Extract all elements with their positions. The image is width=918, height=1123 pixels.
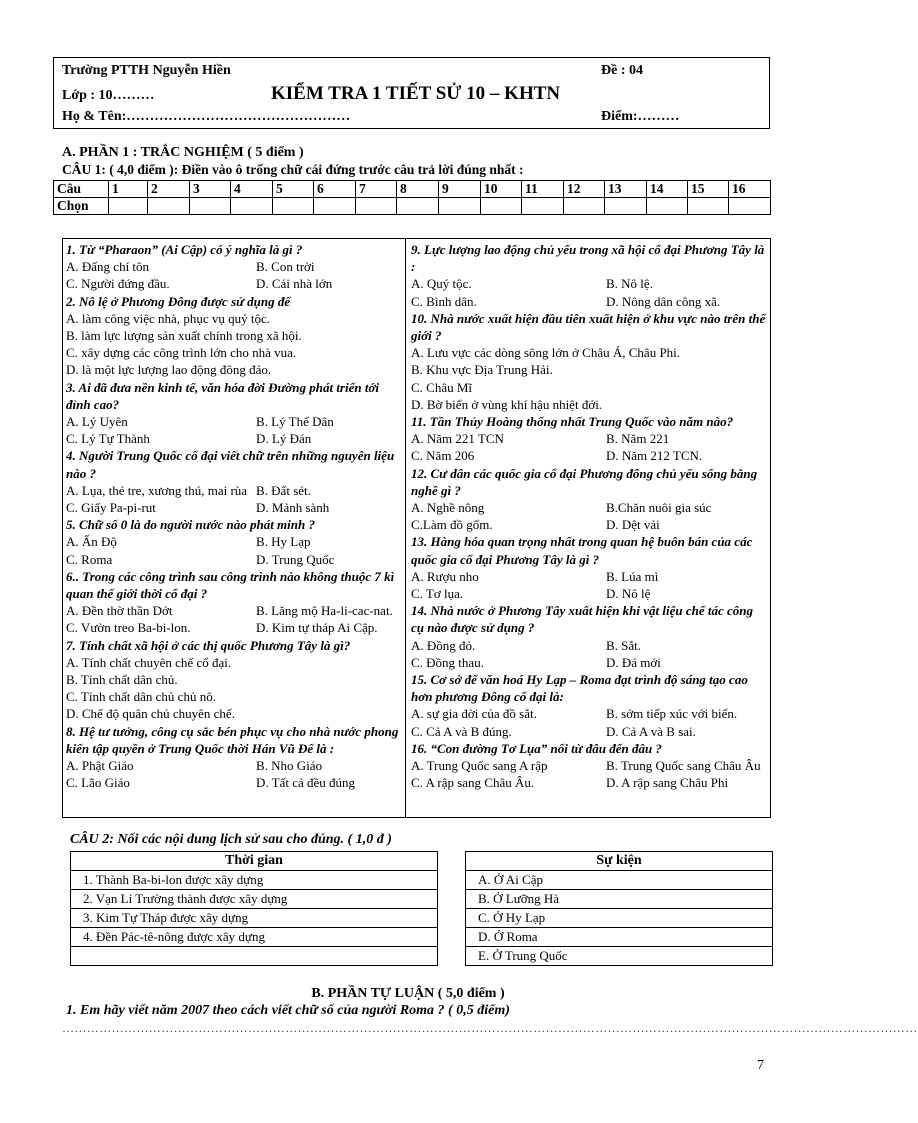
answer-grid-choice-row	[54, 198, 771, 215]
answer-grid-number: 9	[439, 181, 481, 198]
answer-option: D. Kim tự tháp Ai Cập.	[256, 620, 378, 636]
answer-option: A. Tính chất chuyên chế cổ đại.	[66, 654, 232, 670]
answer-option: A. Năm 221 TCN	[411, 431, 504, 447]
option-row	[66, 774, 400, 791]
option-row	[66, 705, 400, 722]
option-row	[411, 774, 766, 791]
answer-option: D. là một lực lượng lao động đông đảo.	[66, 362, 272, 378]
question-text: 3. Ai đã đưa nền kinh tế, văn hóa đời Đường phát triển tới đỉnh cao?	[66, 379, 380, 412]
answer-option: C.Làm đồ gốm.	[411, 517, 493, 533]
option-row	[411, 705, 766, 722]
matching-time-item: 3. Kim Tự Tháp được xây dựng	[71, 909, 438, 928]
option-row	[411, 275, 766, 292]
answer-option: C. Lão Giáo	[66, 775, 130, 791]
answer-cell[interactable]	[148, 198, 190, 215]
matching-time-item: 1. Thành Ba-bi-lon được xây dựng	[71, 871, 438, 890]
answer-option: A. sự gia đời của đồ sắt.	[411, 706, 537, 722]
answer-option: B. Khu vực Địa Trung Hải.	[411, 362, 553, 378]
column-divider	[405, 238, 406, 818]
option-row	[66, 499, 400, 516]
question-text: 7. Tính chất xã hội ở các thị quốc Phương Tây là gì?	[66, 637, 351, 653]
part-a-heading: A. PHẦN 1 : TRẮC NGHIỆM ( 5 điểm )	[62, 145, 304, 160]
answer-option: C. Vườn treo Ba-bi-lon.	[66, 620, 191, 636]
matching-time-item: 4. Đền Pác-tê-nông được xây dựng	[71, 928, 438, 947]
question-text: 14. Nhà nước ở Phương Tây xuất hiện khi vật liệu chế tác công cụ nào được sử dụng ?	[411, 603, 754, 636]
answer-grid-number: 1	[109, 181, 148, 198]
answer-option: D. Cái nhà lớn	[256, 276, 333, 292]
answer-option: A. Đấng chí tôn	[66, 259, 150, 275]
question-text: 9. Lực lượng lao động chủ yếu trong xã hội cổ đại Phương Tây là :	[411, 242, 765, 275]
answer-option: A. Đền thờ thần Dớt	[66, 603, 173, 619]
answer-option: B. sớm tiếp xúc với biển.	[606, 706, 738, 722]
answer-cell[interactable]	[356, 198, 397, 215]
answer-cell[interactable]	[647, 198, 688, 215]
answer-grid-number: 11	[522, 181, 564, 198]
answer-option: B. Hy Lạp	[256, 534, 311, 550]
answer-option: D. Nô lệ	[606, 586, 651, 602]
answer-grid-number: 16	[729, 181, 771, 198]
answer-grid-number: 13	[605, 181, 647, 198]
score-field: Điểm:………	[601, 109, 680, 124]
matching-time-table	[70, 851, 438, 966]
answer-option: D. Mảnh sành	[256, 500, 330, 516]
matching-event-header: Sự kiện	[466, 852, 773, 871]
question-text: 5. Chữ số 0 là do người nước nào phát minh ?	[66, 517, 315, 533]
answer-option: B. Lăng mộ Ha-li-cac-nat.	[256, 603, 393, 619]
answer-option: C. Cả A và B đúng.	[411, 723, 512, 739]
option-row	[66, 551, 400, 568]
question-text: 6.. Trong các công trình sau công trình nào không thuộc 7 kì quan thế giới thời cổ đại ?	[66, 568, 395, 602]
answer-grid-number: 4	[231, 181, 273, 198]
option-row	[66, 671, 400, 688]
question-text: 4. Người Trung Quốc cổ đại viết chữ trên những nguyên liệu nào ?	[66, 448, 395, 481]
answer-option: B.Chăn nuôi gia súc	[606, 500, 712, 516]
answer-grid-number: 3	[190, 181, 231, 198]
answer-option: A. Lý Uyên	[66, 414, 128, 430]
option-row	[66, 533, 400, 550]
answer-cell[interactable]	[231, 198, 273, 215]
option-row	[66, 275, 400, 292]
answer-option: D. Đá mới	[606, 654, 661, 670]
answer-grid-row-label: Chọn	[54, 198, 109, 215]
option-row	[411, 637, 766, 654]
option-row	[411, 293, 766, 310]
answer-grid-number: 2	[148, 181, 190, 198]
answer-option: A. Quý tộc.	[411, 276, 472, 292]
answer-option: B. Sắt.	[606, 637, 642, 653]
answer-option: C. Tính chất dân chủ chủ nô.	[66, 689, 216, 705]
answer-grid-number: 8	[397, 181, 439, 198]
answer-option: A. Lụa, thẻ tre, xương thú, mai rùa	[66, 482, 248, 498]
answer-option: D. Tất cả đều đúng	[256, 775, 356, 791]
option-row	[66, 258, 400, 275]
matching-event-item: D. Ở Roma	[466, 928, 773, 947]
answer-grid-number: 10	[481, 181, 522, 198]
answer-grid-number: 14	[647, 181, 688, 198]
option-row	[411, 585, 766, 602]
option-row	[411, 379, 766, 396]
answer-option: C. xây dựng các công trình lớn cho nhà vua.	[66, 345, 297, 361]
question-2-heading: CÂU 2: Nối các nội dung lịch sử sau cho đúng. ( 1,0 đ )	[70, 832, 392, 847]
answer-option: A. Phật Giáo	[66, 758, 134, 774]
question-text: 11. Tần Thủy Hoàng thống nhất Trung Quốc vào năm nào?	[411, 414, 734, 430]
answer-grid-number-row	[54, 181, 771, 198]
matching-event-item: C. Ở Hy Lạp	[466, 909, 773, 928]
answer-cell[interactable]	[729, 198, 771, 215]
class-label: Lớp : 10………	[62, 88, 155, 103]
matching-event-item: A. Ở Ai Cập	[466, 871, 773, 890]
answer-grid-number: 6	[314, 181, 356, 198]
answer-option: A. Rượu nho	[411, 568, 479, 584]
answer-option: C. Châu Mĩ	[411, 379, 473, 395]
answer-cell[interactable]	[273, 198, 314, 215]
option-row	[66, 413, 400, 430]
option-row	[66, 757, 400, 774]
answer-option: B. Đất sét.	[256, 482, 311, 498]
option-row	[66, 310, 400, 327]
answer-cell[interactable]	[190, 198, 231, 215]
question-text: 16. “Con đường Tơ Lụa” nối từ đâu đến đâu ?	[411, 740, 662, 756]
answer-grid	[53, 180, 771, 215]
name-field: Họ & Tên:…………………………………………	[62, 109, 351, 124]
answer-grid-row-label: Câu	[54, 181, 109, 198]
question-text: 15. Cơ sở để văn hoá Hy Lạp – Roma đạt trình độ sáng tạo cao hơn phương Đông cổ đại là:	[411, 672, 748, 705]
option-row	[66, 344, 400, 361]
question-text: 8. Hệ tư tưởng, công cụ sắc bén phục vụ cho nhà nước phong kiến tập quyền ở Trung Quốc thời Hán Vũ Đế là :	[66, 723, 399, 756]
option-row	[411, 568, 766, 585]
answer-grid-number: 7	[356, 181, 397, 198]
answer-option: C. Đồng thau.	[411, 654, 484, 670]
option-row	[411, 499, 766, 516]
question-text: 2. Nô lệ ở Phương Đông được sử dụng để	[66, 293, 291, 309]
option-row	[66, 327, 400, 344]
answer-option: C. A rập sang Châu Âu.	[411, 775, 535, 791]
option-row	[66, 482, 400, 499]
matching-time-header: Thời gian	[71, 852, 438, 871]
answer-option: B. Nho Giáo	[256, 758, 323, 774]
questions-right-column	[411, 241, 766, 792]
answer-cell[interactable]	[109, 198, 148, 215]
answer-option: D. Dệt vải	[606, 517, 660, 533]
school-name: Trường PTTH Nguyễn Hiền	[62, 63, 231, 78]
option-row	[411, 344, 766, 361]
answer-cell[interactable]	[439, 198, 481, 215]
answer-option: C. Bình dân.	[411, 293, 477, 309]
option-row	[411, 757, 766, 774]
answer-option: B. Lý Thế Dân	[256, 414, 334, 430]
exam-title: KIỂM TRA 1 TIẾT SỬ 10 – KHTN	[271, 83, 561, 104]
answer-option: D. A rập sang Châu Phi	[606, 775, 729, 791]
answer-option: D. Năm 212 TCN.	[606, 448, 703, 464]
answer-cell[interactable]	[564, 198, 605, 215]
option-row	[411, 396, 766, 413]
page-number: 7	[757, 1058, 764, 1073]
option-row	[411, 654, 766, 671]
answer-option: B. Năm 221	[606, 431, 670, 447]
answer-option: B. Tính chất dân chủ.	[66, 672, 178, 688]
answer-grid-number: 5	[273, 181, 314, 198]
answer-option: D. Chế độ quân chủ chuyên chế.	[66, 706, 235, 722]
exam-code: Đề : 04	[601, 63, 643, 78]
answer-grid-number: 15	[688, 181, 729, 198]
answer-option: B. Con trời	[256, 259, 315, 275]
answer-option: A. Đồng đỏ.	[411, 637, 476, 653]
answer-cell[interactable]	[397, 198, 439, 215]
answer-line[interactable]: ………………………………………………………………………………………………………………………………………………………………………………………	[62, 1021, 918, 1035]
questions-left-column	[66, 241, 400, 792]
question-text: 12. Cư dân các quốc gia cổ đại Phương đông chủ yếu sống bằng nghề gì ?	[411, 465, 758, 498]
matching-time-item	[71, 947, 438, 966]
question-text: 13. Hàng hóa quan trọng nhất trong quan hệ buôn bán của các quốc gia cổ đại Phương Tây là gì ?	[411, 534, 753, 567]
matching-event-item: E. Ở Trung Quốc	[466, 947, 773, 966]
option-row	[66, 602, 400, 619]
answer-option: A. Lưu vực các dòng sông lớn ở Châu Á, Châu Phi.	[411, 345, 681, 361]
matching-time-item: 2. Vạn Lí Trường thành được xây dựng	[71, 890, 438, 909]
answer-option: D. Bờ biển ở vùng khí hậu nhiệt đới.	[411, 396, 603, 412]
matching-event-table	[465, 851, 773, 966]
answer-option: C. Lý Tự Thành	[66, 431, 150, 447]
answer-option: D. Lý Đán	[256, 431, 312, 447]
matching-event-item: B. Ở Lưỡng Hà	[466, 890, 773, 909]
answer-cell[interactable]	[481, 198, 522, 215]
answer-cell[interactable]	[688, 198, 729, 215]
answer-option: A. Trung Quốc sang A rập	[411, 758, 548, 774]
answer-cell[interactable]	[522, 198, 564, 215]
answer-option: C. Giấy Pa-pi-rut	[66, 500, 156, 516]
answer-option: C. Người đứng đầu.	[66, 276, 170, 292]
option-row	[411, 723, 766, 740]
part-b-heading: B. PHẦN TỰ LUẬN ( 5,0 điểm )	[311, 986, 505, 1001]
answer-option: C. Roma	[66, 551, 113, 567]
option-row	[66, 619, 400, 636]
header-box	[53, 57, 770, 129]
answer-option: A. làm công việc nhà, phục vụ quý tộc.	[66, 310, 270, 326]
answer-cell[interactable]	[605, 198, 647, 215]
question-1-instruction: CÂU 1: ( 4,0 điểm ): Điền vào ô trống chữ cái đứng trước câu trả lời đúng nhất :	[62, 162, 524, 177]
option-row	[66, 361, 400, 378]
question-text: 10. Nhà nước xuất hiện đầu tiên xuất hiện ở khu vực nào trên thế giới ?	[411, 310, 766, 344]
option-row	[411, 430, 766, 447]
answer-cell[interactable]	[314, 198, 356, 215]
answer-option: B. Nô lệ.	[606, 276, 653, 292]
answer-option: B. làm lực lượng sản xuất chính trong xã hội.	[66, 328, 302, 344]
answer-option: B. Trung Quốc sang Châu Âu	[606, 758, 761, 774]
option-row	[66, 430, 400, 447]
essay-question-1: 1. Em hãy viết năm 2007 theo cách viết chữ số của người Roma ? ( 0,5 điểm)	[66, 1003, 510, 1018]
answer-option: A. Nghề nông	[411, 500, 485, 516]
answer-option: A. Ấn Độ	[66, 534, 117, 550]
answer-grid-number: 12	[564, 181, 605, 198]
answer-option: D. Nông dân công xã.	[606, 293, 721, 309]
answer-option: C. Năm 206	[411, 448, 475, 464]
option-row	[411, 361, 766, 378]
answer-option: B. Lúa mì	[606, 568, 659, 584]
option-row	[411, 447, 766, 464]
question-text: 1. Từ “Pharaon” (Ai Cập) có ý nghĩa là gì ?	[66, 242, 303, 257]
option-row	[66, 688, 400, 705]
answer-option: C. Tơ lụa.	[411, 586, 464, 602]
answer-option: D. Trung Quốc	[256, 551, 335, 567]
option-row	[411, 516, 766, 533]
answer-option: D. Cả A và B sai.	[606, 723, 696, 739]
option-row	[66, 654, 400, 671]
